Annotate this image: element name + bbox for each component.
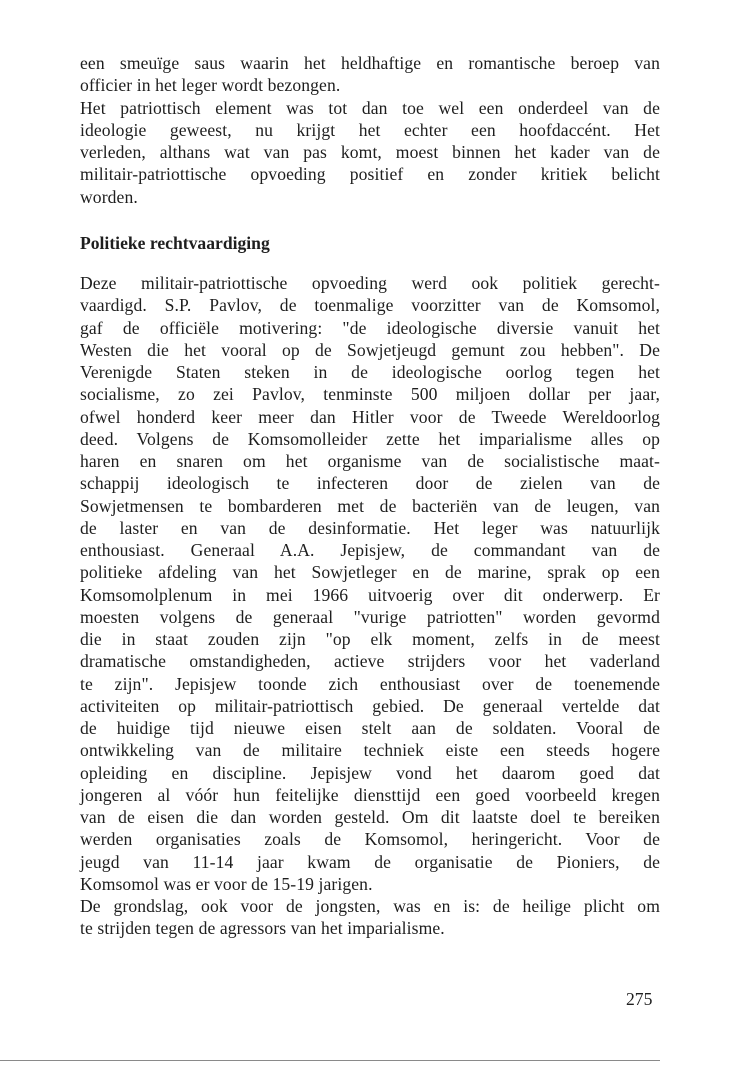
paragraph-1 bbox=[80, 52, 660, 208]
text-line: de laster en van de desinformatie. Het leger was natuurlijk bbox=[80, 517, 660, 538]
text-line: de huidige tijd nieuwe eisen stelt aan de soldaten. Vooral de bbox=[80, 718, 660, 738]
text-line: te zijn". Jepisjew toonde zich enthousiast over de toenemende bbox=[80, 673, 660, 694]
text-line: De grondslag, ook voor de jongsten, was en is: de heilige plicht om bbox=[80, 896, 660, 916]
text-line: activiteiten op militair-patriottisch gebied. De generaal vertelde dat bbox=[80, 695, 660, 716]
text-line: enthousiast. Generaal A.A. Jepisjew, de commandant van de bbox=[80, 540, 660, 560]
text-line: jeugd van 11-14 jaar kwam de organisatie de Pioniers, de bbox=[80, 851, 660, 872]
text-line: Het patriottisch element was tot dan toe wel een onderdeel van de bbox=[80, 97, 660, 118]
text-line: militair-patriottische opvoeding positief en zonder kritiek belicht bbox=[80, 164, 660, 185]
text-line: ideologie geweest, nu krijgt het echter een hoofdaccént. Het bbox=[80, 119, 660, 140]
text-line: Westen die het vooral op de Sowjetjeugd gemunt zou hebben". De bbox=[80, 339, 660, 360]
text-line: ontwikkeling van de militaire techniek eiste een steeds hogere bbox=[80, 740, 660, 761]
text-line: socialisme, zo zei Pavlov, tenminste 500 miljoen dollar per jaar, bbox=[80, 384, 660, 405]
text-line: van de eisen die dan worden gesteld. Om dit laatste doel te bereiken bbox=[80, 807, 660, 827]
text-line: worden. bbox=[80, 186, 138, 207]
text-line: die in staat zouden zijn "op elk moment, zelfs in de meest bbox=[80, 629, 660, 649]
text-line: ofwel honderd keer meer dan Hitler voor de Tweede Wereldoorlog bbox=[80, 406, 660, 427]
text-line: vaardigd. S.P. Pavlov, de toenmalige voorzitter van de Komsomol, bbox=[80, 295, 660, 316]
text-line: politieke afdeling van het Sowjetleger en de marine, sprak op een bbox=[80, 562, 660, 583]
text-line: Komsomol was er voor de 15-19 jarigen. bbox=[80, 873, 373, 894]
text-line: jongeren al vóór hun feitelijke diensttijd een goed voorbeeld kregen bbox=[80, 784, 660, 805]
text-line: schappij ideologisch te infecteren door de zielen van de bbox=[80, 473, 660, 494]
text-line: Sowjetmensen te bombarderen met de bacteriën van de leugen, van bbox=[80, 495, 660, 516]
text-line: officier in het leger wordt bezongen. bbox=[80, 75, 341, 96]
text-line: Verenigde Staten steken in de ideologische oorlog tegen het bbox=[80, 362, 660, 382]
page-number: 275 bbox=[626, 989, 653, 1009]
text-line: opleiding en discipline. Jepisjew vond het daarom goed dat bbox=[80, 762, 660, 783]
text-line: een smeuïge saus waarin het heldhaftige en romantische beroep van bbox=[80, 53, 660, 73]
text-line: deed. Volgens de Komsomolleider zette het imparialisme alles op bbox=[80, 428, 660, 449]
section-heading: Politieke rechtvaardiging bbox=[80, 233, 270, 253]
text-line: Deze militair-patriottische opvoeding werd ook politiek gerecht- bbox=[80, 273, 660, 293]
text-line: haren en snaren om het organisme van de socialistische maat- bbox=[80, 451, 660, 471]
text-line: dramatische omstandigheden, actieve strijders voor het vaderland bbox=[80, 651, 660, 672]
text-line: werden organisaties zoals de Komsomol, heringericht. Voor de bbox=[80, 829, 660, 850]
text-line: moesten volgens de generaal "vurige patriotten" worden gevormd bbox=[80, 606, 660, 627]
text-line: Komsomolplenum in mei 1966 uitvoerig over dit onderwerp. Er bbox=[80, 584, 660, 605]
text-line: te strijden tegen de agressors van het imparialisme. bbox=[80, 918, 445, 939]
bottom-rule bbox=[0, 1060, 660, 1061]
text-line: gaf de officiële motivering: "de ideologische diversie vanuit het bbox=[80, 317, 660, 338]
paragraph-2 bbox=[80, 272, 660, 940]
text-line: verleden, althans wat van pas komt, moest binnen het kader van de bbox=[80, 142, 660, 162]
